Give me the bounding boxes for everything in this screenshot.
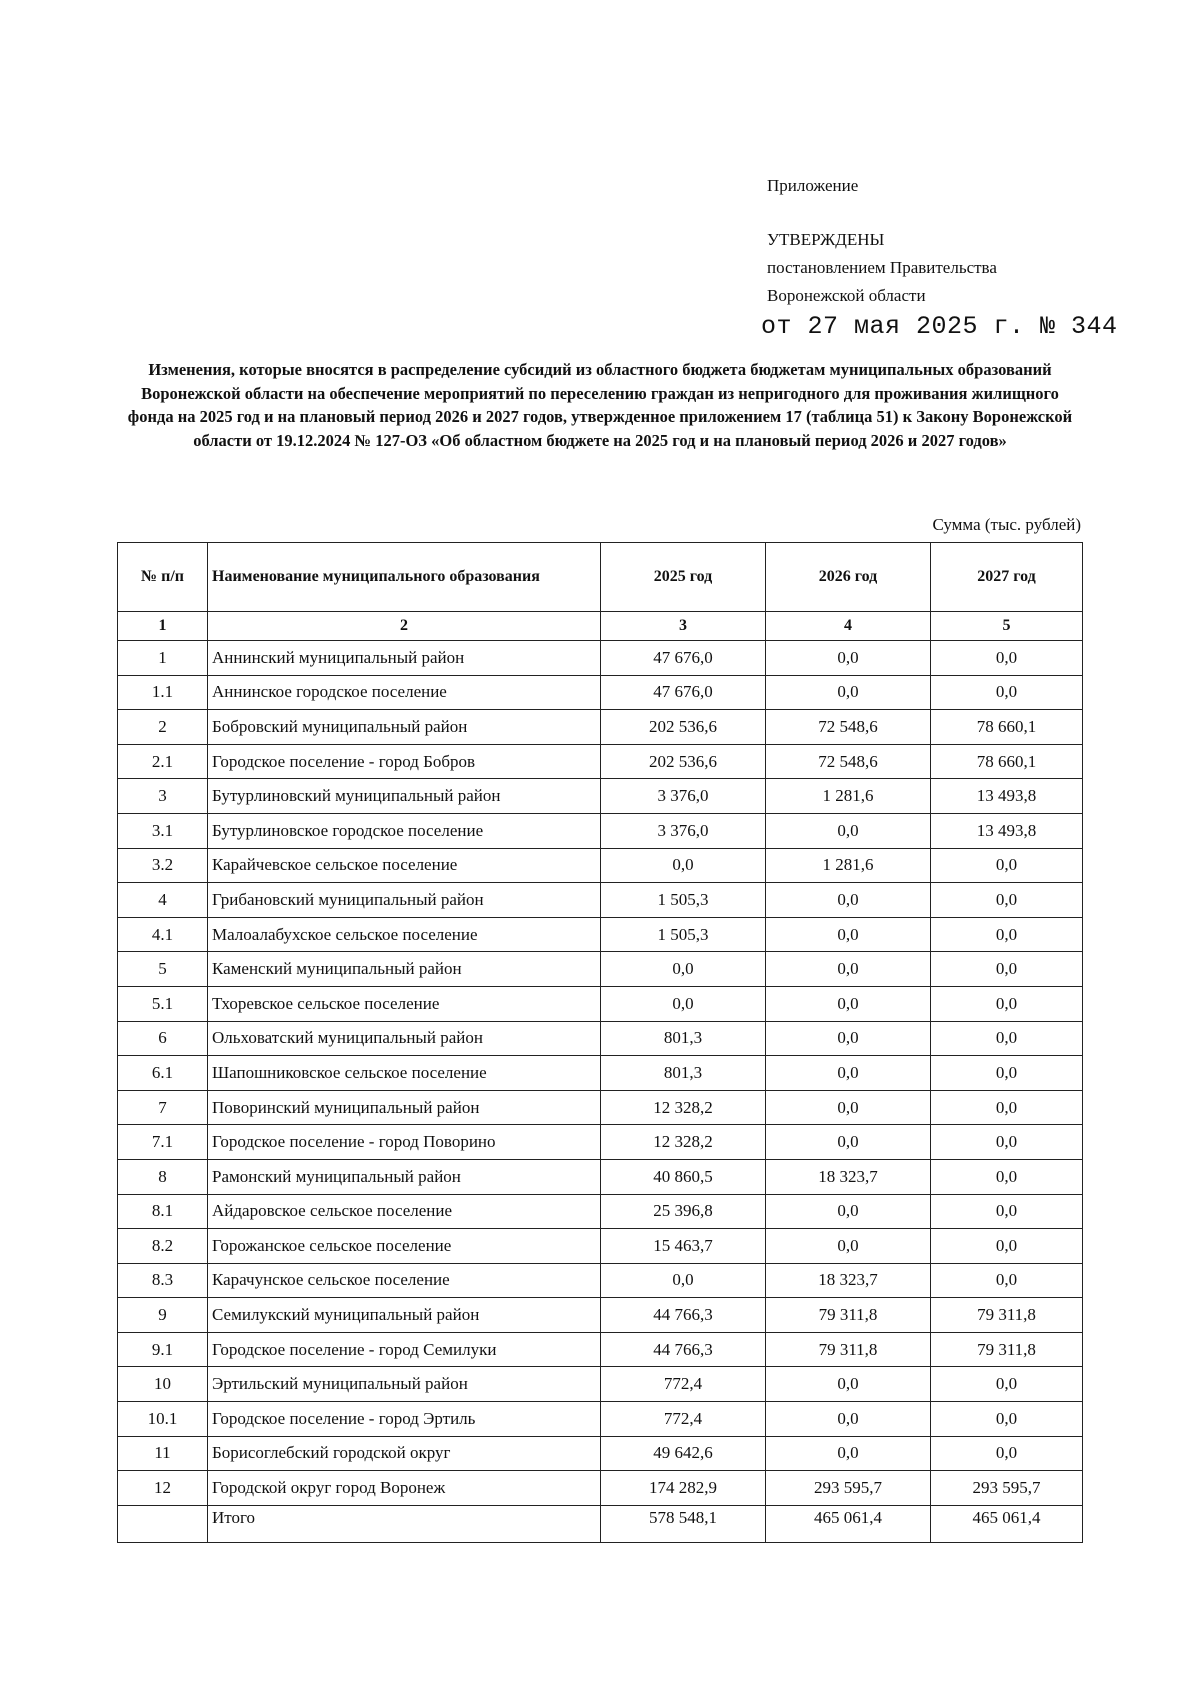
row-2026: 0,0 xyxy=(766,1090,931,1125)
header-2027: 2027 год xyxy=(931,543,1083,612)
row-2027: 0,0 xyxy=(931,641,1083,676)
subsidy-table xyxy=(117,542,1083,1543)
row-2026: 0,0 xyxy=(766,1056,931,1091)
row-name: Борисоглебский городской округ xyxy=(208,1436,601,1471)
table-row xyxy=(118,986,1083,1021)
row-2026: 0,0 xyxy=(766,1125,931,1160)
row-number: 5 xyxy=(118,952,208,987)
total-row xyxy=(118,1505,1083,1542)
header-2026: 2026 год xyxy=(766,543,931,612)
approved-by-region: Воронежской области xyxy=(767,286,926,305)
table-row xyxy=(118,848,1083,883)
row-name: Каменский муниципальный район xyxy=(208,952,601,987)
row-2025: 0,0 xyxy=(601,952,766,987)
row-2025: 40 860,5 xyxy=(601,1159,766,1194)
column-number: 5 xyxy=(931,612,1083,641)
row-2027: 0,0 xyxy=(931,917,1083,952)
row-2026: 79 311,8 xyxy=(766,1298,931,1333)
row-name: Тхоревское сельское поселение xyxy=(208,986,601,1021)
row-2025: 202 536,6 xyxy=(601,744,766,779)
approved-label: УТВЕРЖДЕНЫ xyxy=(767,230,885,249)
row-2026: 79 311,8 xyxy=(766,1332,931,1367)
row-number: 3.1 xyxy=(118,813,208,848)
row-2025: 1 505,3 xyxy=(601,917,766,952)
row-2027: 0,0 xyxy=(931,848,1083,883)
row-number: 8.2 xyxy=(118,1229,208,1264)
row-number: 2.1 xyxy=(118,744,208,779)
row-2025: 44 766,3 xyxy=(601,1298,766,1333)
row-2027: 0,0 xyxy=(931,883,1083,918)
row-name: Шапошниковское сельское поселение xyxy=(208,1056,601,1091)
row-number: 10 xyxy=(118,1367,208,1402)
row-2025: 801,3 xyxy=(601,1021,766,1056)
row-number: 10.1 xyxy=(118,1402,208,1437)
total-number xyxy=(118,1505,208,1542)
total-label: Итого xyxy=(208,1505,601,1542)
row-name: Карайчевское сельское поселение xyxy=(208,848,601,883)
row-name: Бутурлиновский муниципальный район xyxy=(208,779,601,814)
row-2025: 47 676,0 xyxy=(601,675,766,710)
row-2026: 0,0 xyxy=(766,952,931,987)
row-2026: 0,0 xyxy=(766,813,931,848)
row-number: 3.2 xyxy=(118,848,208,883)
row-number: 1.1 xyxy=(118,675,208,710)
row-number: 4.1 xyxy=(118,917,208,952)
row-name: Малоалабухское сельское поселение xyxy=(208,917,601,952)
row-2026: 0,0 xyxy=(766,675,931,710)
row-2025: 12 328,2 xyxy=(601,1090,766,1125)
row-2026: 72 548,6 xyxy=(766,710,931,745)
row-name: Городское поселение - город Поворино xyxy=(208,1125,601,1160)
row-number: 7 xyxy=(118,1090,208,1125)
row-2027: 0,0 xyxy=(931,986,1083,1021)
row-number: 9.1 xyxy=(118,1332,208,1367)
row-number: 5.1 xyxy=(118,986,208,1021)
row-name: Эртильский муниципальный район xyxy=(208,1367,601,1402)
row-2025: 12 328,2 xyxy=(601,1125,766,1160)
row-2027: 0,0 xyxy=(931,1263,1083,1298)
row-2026: 18 323,7 xyxy=(766,1159,931,1194)
table-row xyxy=(118,779,1083,814)
units-label: Сумма (тыс. рублей) xyxy=(932,515,1081,534)
row-2027: 0,0 xyxy=(931,1229,1083,1264)
row-2025: 202 536,6 xyxy=(601,710,766,745)
appendix-label: Приложение xyxy=(767,176,859,195)
row-name: Городской округ город Воронеж xyxy=(208,1471,601,1506)
header-name: Наименование муниципального образования xyxy=(208,543,601,612)
table-row xyxy=(118,1471,1083,1506)
row-2025: 772,4 xyxy=(601,1367,766,1402)
table-row xyxy=(118,641,1083,676)
row-2027: 0,0 xyxy=(931,1021,1083,1056)
row-2027: 79 311,8 xyxy=(931,1298,1083,1333)
table-row xyxy=(118,1194,1083,1229)
row-name: Бутурлиновское городское поселение xyxy=(208,813,601,848)
header-row xyxy=(118,543,1083,612)
row-2025: 44 766,3 xyxy=(601,1332,766,1367)
column-number: 4 xyxy=(766,612,931,641)
row-number: 12 xyxy=(118,1471,208,1506)
row-2025: 0,0 xyxy=(601,986,766,1021)
header-number: № п/п xyxy=(118,543,208,612)
row-2027: 0,0 xyxy=(931,1125,1083,1160)
table-row xyxy=(118,744,1083,779)
approved-by-line: постановлением Правительства xyxy=(767,258,997,277)
row-2026: 18 323,7 xyxy=(766,1263,931,1298)
row-2027: 0,0 xyxy=(931,1194,1083,1229)
row-number: 1 xyxy=(118,641,208,676)
row-2025: 0,0 xyxy=(601,848,766,883)
row-2025: 25 396,8 xyxy=(601,1194,766,1229)
table-row xyxy=(118,675,1083,710)
row-name: Городское поселение - город Семилуки xyxy=(208,1332,601,1367)
table-row xyxy=(118,1298,1083,1333)
row-2027: 0,0 xyxy=(931,1159,1083,1194)
total-2025: 578 548,1 xyxy=(601,1505,766,1542)
row-2026: 0,0 xyxy=(766,986,931,1021)
row-2025: 174 282,9 xyxy=(601,1471,766,1506)
table-row xyxy=(118,1332,1083,1367)
resolution-date: от 27 мая 2025 г. № 344 xyxy=(761,312,1118,341)
row-2026: 0,0 xyxy=(766,641,931,676)
row-2025: 49 642,6 xyxy=(601,1436,766,1471)
row-2027: 78 660,1 xyxy=(931,744,1083,779)
row-name: Городское поселение - город Эртиль xyxy=(208,1402,601,1437)
row-2025: 801,3 xyxy=(601,1056,766,1091)
row-name: Поворинский муниципальный район xyxy=(208,1090,601,1125)
row-2026: 0,0 xyxy=(766,1436,931,1471)
table-row xyxy=(118,1367,1083,1402)
row-number: 3 xyxy=(118,779,208,814)
row-2026: 0,0 xyxy=(766,917,931,952)
total-2026: 465 061,4 xyxy=(766,1505,931,1542)
row-number: 2 xyxy=(118,710,208,745)
row-number: 6.1 xyxy=(118,1056,208,1091)
row-name: Карачунское сельское поселение xyxy=(208,1263,601,1298)
row-number: 7.1 xyxy=(118,1125,208,1160)
row-2026: 0,0 xyxy=(766,1021,931,1056)
table-row xyxy=(118,917,1083,952)
row-number: 4 xyxy=(118,883,208,918)
row-2026: 1 281,6 xyxy=(766,848,931,883)
row-name: Рамонский муниципальный район xyxy=(208,1159,601,1194)
row-2027: 0,0 xyxy=(931,1402,1083,1437)
table-row xyxy=(118,710,1083,745)
table-row xyxy=(118,1402,1083,1437)
header-2025: 2025 год xyxy=(601,543,766,612)
row-number: 6 xyxy=(118,1021,208,1056)
row-2026: 0,0 xyxy=(766,1367,931,1402)
row-2026: 0,0 xyxy=(766,883,931,918)
row-name: Семилукский муниципальный район xyxy=(208,1298,601,1333)
document-title: Изменения, которые вносятся в распределение субсидий из областного бюджета бюджетам муниципальных образований Воронежской области на обеспечение мероприятий по переселению граждан из непригодного для проживания жилищного фонда на 2025 год и на плановый период 2026 и 2027 годов, утвержденное приложением 17 (таблица 51) к Закону Воронежской области от 19.12.2024 № 127-ОЗ «Об областном бюджете на 2025 год и на плановый период 2026 и 2027 годов» xyxy=(127,360,1073,450)
row-2025: 1 505,3 xyxy=(601,883,766,918)
row-2025: 47 676,0 xyxy=(601,641,766,676)
row-2027: 79 311,8 xyxy=(931,1332,1083,1367)
row-2026: 1 281,6 xyxy=(766,779,931,814)
row-2026: 0,0 xyxy=(766,1229,931,1264)
row-2027: 0,0 xyxy=(931,1056,1083,1091)
row-2027: 0,0 xyxy=(931,1367,1083,1402)
row-2027: 78 660,1 xyxy=(931,710,1083,745)
row-name: Аннинский муниципальный район xyxy=(208,641,601,676)
row-number: 11 xyxy=(118,1436,208,1471)
row-name: Бобровский муниципальный район xyxy=(208,710,601,745)
row-2027: 293 595,7 xyxy=(931,1471,1083,1506)
row-2027: 0,0 xyxy=(931,952,1083,987)
row-name: Городское поселение - город Бобров xyxy=(208,744,601,779)
row-2027: 13 493,8 xyxy=(931,813,1083,848)
row-2026: 0,0 xyxy=(766,1402,931,1437)
row-name: Айдаровское сельское поселение xyxy=(208,1194,601,1229)
row-2027: 0,0 xyxy=(931,675,1083,710)
row-2025: 3 376,0 xyxy=(601,779,766,814)
row-2027: 0,0 xyxy=(931,1090,1083,1125)
table-row xyxy=(118,1090,1083,1125)
row-name: Горожанское сельское поселение xyxy=(208,1229,601,1264)
table-row xyxy=(118,1021,1083,1056)
row-2025: 15 463,7 xyxy=(601,1229,766,1264)
row-2025: 772,4 xyxy=(601,1402,766,1437)
row-name: Ольховатский муниципальный район xyxy=(208,1021,601,1056)
row-2026: 72 548,6 xyxy=(766,744,931,779)
row-number: 8.1 xyxy=(118,1194,208,1229)
table-row xyxy=(118,1125,1083,1160)
table-row xyxy=(118,1159,1083,1194)
table-row xyxy=(118,1263,1083,1298)
table-row xyxy=(118,883,1083,918)
column-number: 1 xyxy=(118,612,208,641)
row-number: 9 xyxy=(118,1298,208,1333)
approval-block xyxy=(761,172,1167,342)
row-number: 8.3 xyxy=(118,1263,208,1298)
row-name: Грибановский муниципальный район xyxy=(208,883,601,918)
row-name: Аннинское городское поселение xyxy=(208,675,601,710)
row-2027: 0,0 xyxy=(931,1436,1083,1471)
table-body xyxy=(118,641,1083,1506)
total-2027: 465 061,4 xyxy=(931,1505,1083,1542)
column-numbers-row xyxy=(118,612,1083,641)
table-row xyxy=(118,1229,1083,1264)
table-row xyxy=(118,1436,1083,1471)
table-row xyxy=(118,1056,1083,1091)
row-2025: 3 376,0 xyxy=(601,813,766,848)
row-2026: 293 595,7 xyxy=(766,1471,931,1506)
row-2025: 0,0 xyxy=(601,1263,766,1298)
row-2026: 0,0 xyxy=(766,1194,931,1229)
table-row xyxy=(118,813,1083,848)
row-2027: 13 493,8 xyxy=(931,779,1083,814)
row-number: 8 xyxy=(118,1159,208,1194)
column-number: 2 xyxy=(208,612,601,641)
column-number: 3 xyxy=(601,612,766,641)
table-row xyxy=(118,952,1083,987)
